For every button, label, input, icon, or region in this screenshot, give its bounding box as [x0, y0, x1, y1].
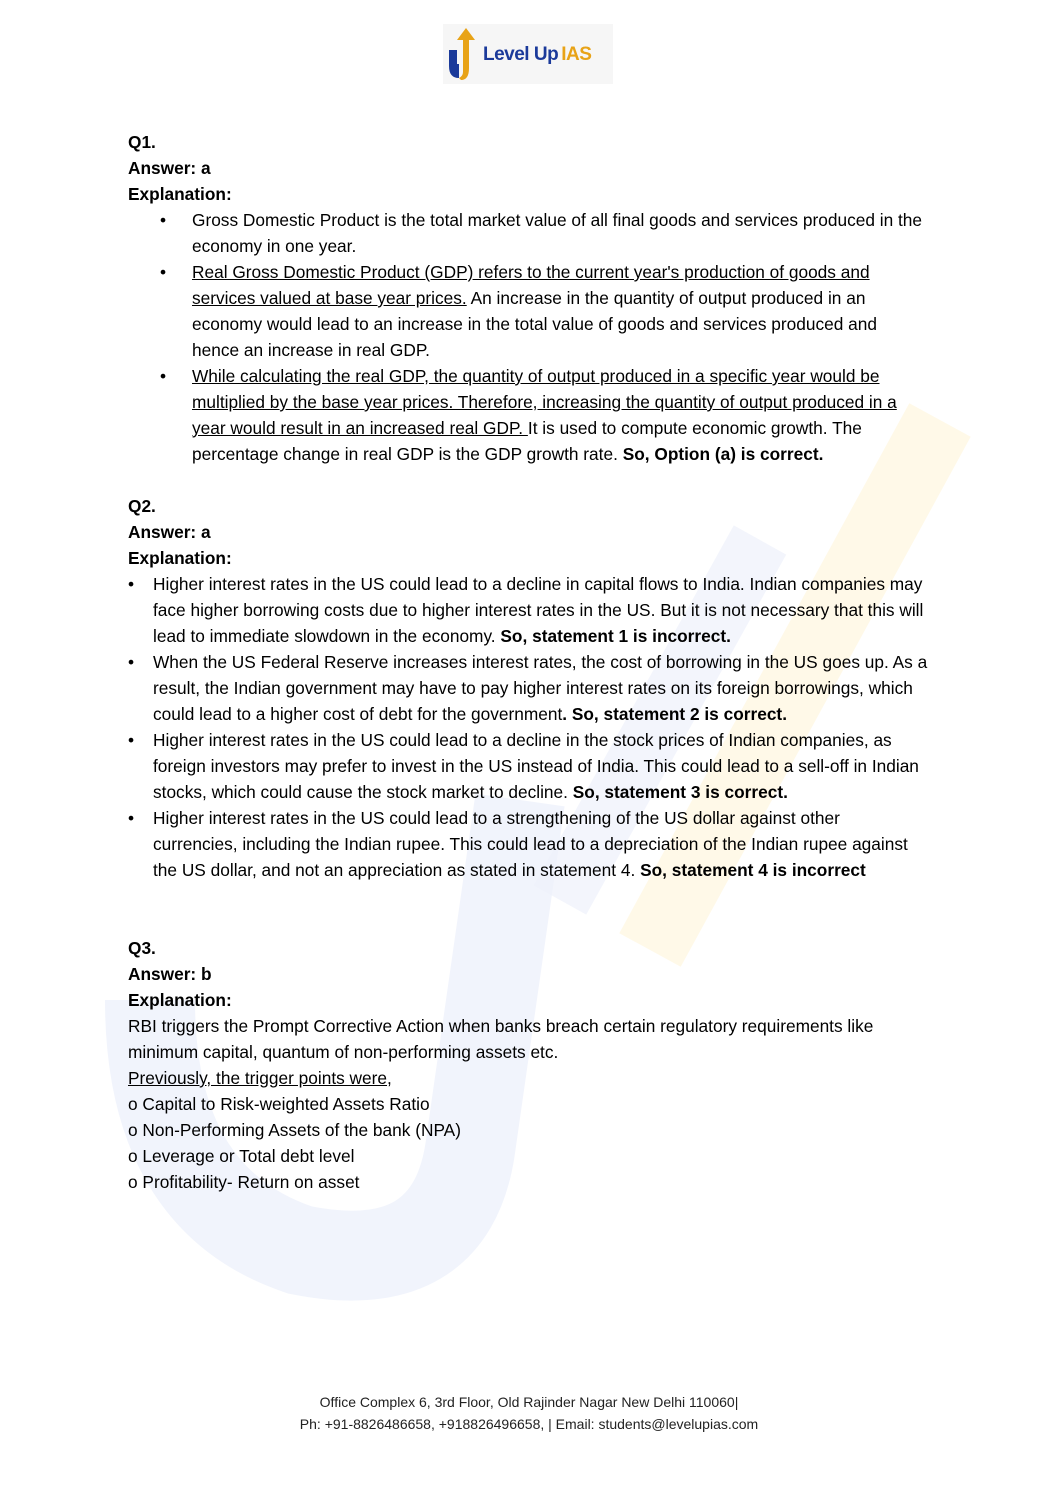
trigger-points-subhead: Previously, the trigger points were, [128, 1068, 392, 1088]
question-number: Q3. [128, 938, 156, 958]
list-item: • Real Gross Domestic Product (GDP) refers to the current year's production of goods and services valued at base year prices. An increase in the quantity of output produced in an economy would lead to an increase in the total value of goods and services produced and hence an increase in real GDP. [128, 259, 928, 363]
trigger-point-item: o Non-Performing Assets of the bank (NPA) [128, 1120, 461, 1140]
list-item: • Higher interest rates in the US could lead to a decline in capital flows to India. Indian companies may face higher borrowing costs due to higher interest rates in the US. But it is not necessary that this will lead to immediate slowdown in the economy. So, statement 1 is incorrect. [128, 571, 928, 649]
question-number: Q1. [128, 132, 156, 152]
explanation-list [128, 207, 928, 467]
trigger-point-item: o Profitability- Return on asset [128, 1172, 360, 1192]
list-item: • While calculating the real GDP, the quantity of output produced in a specific year would be multiplied by the base year prices. Therefore, increasing the quantity of output produced in a year would result in an increased real GDP. It is used to compute economic growth. The percentage change in real GDP is the GDP growth rate. So, Option (a) is correct. [128, 363, 928, 467]
list-item: • Higher interest rates in the US could lead to a strengthening of the US dollar against other currencies, including the Indian rupee. This could lead to a depreciation of the Indian rupee against the US dollar, and not an appreciation as stated in statement 4. So, statement 4 is incorrect [128, 805, 928, 883]
logo-wordmark [483, 44, 591, 66]
explanation-intro: RBI triggers the Prompt Corrective Action when banks breach certain regulatory requirements like minimum capital, quantum of non-performing assets etc. [128, 1016, 874, 1062]
list-item: • Higher interest rates in the US could lead to a decline in the stock prices of Indian companies, as foreign investors may prefer to invest in the US instead of India. This could lead to a sell-off in Indian stocks, which could cause the stock market to decline. So, statement 3 is correct. [128, 727, 928, 805]
answer-label: Answer: b [128, 964, 212, 984]
logo-text-primary: Level Up [483, 44, 559, 65]
question-1 [128, 129, 928, 467]
answer-label: Answer: a [128, 158, 211, 178]
level-up-arrow-icon [445, 26, 481, 82]
footer-contact: Ph: +91-8826486658, +918826496658, | Email: students@levelupias.com [299, 1416, 759, 1432]
list-item: • Gross Domestic Product is the total market value of all final goods and services produced in the economy in one year. [128, 207, 928, 259]
brand-logo [443, 24, 613, 84]
answer-label: Answer: a [128, 522, 211, 542]
list-item: • When the US Federal Reserve increases interest rates, the cost of borrowing in the US goes up. As a result, the Indian government may have to pay higher interest rates on its foreign borrowings, which could lead to a higher cost of debt for the government. So, statement 2 is correct. [128, 649, 928, 727]
question-2 [128, 493, 928, 883]
explanation-label: Explanation: [128, 548, 232, 568]
logo-text-accent: IAS [561, 44, 592, 65]
document-body [128, 129, 928, 1195]
question-number: Q2. [128, 496, 156, 516]
explanation-label: Explanation: [128, 184, 232, 204]
trigger-point-item: o Leverage or Total debt level [128, 1146, 355, 1166]
explanation-label: Explanation: [128, 990, 232, 1010]
explanation-list [128, 571, 928, 883]
footer-address: Office Complex 6, 3rd Floor, Old Rajinder Nagar New Delhi 110060| [319, 1394, 739, 1410]
trigger-point-item: o Capital to Risk-weighted Assets Ratio [128, 1094, 430, 1114]
question-3 [128, 935, 928, 1195]
page-footer [0, 1391, 1058, 1435]
